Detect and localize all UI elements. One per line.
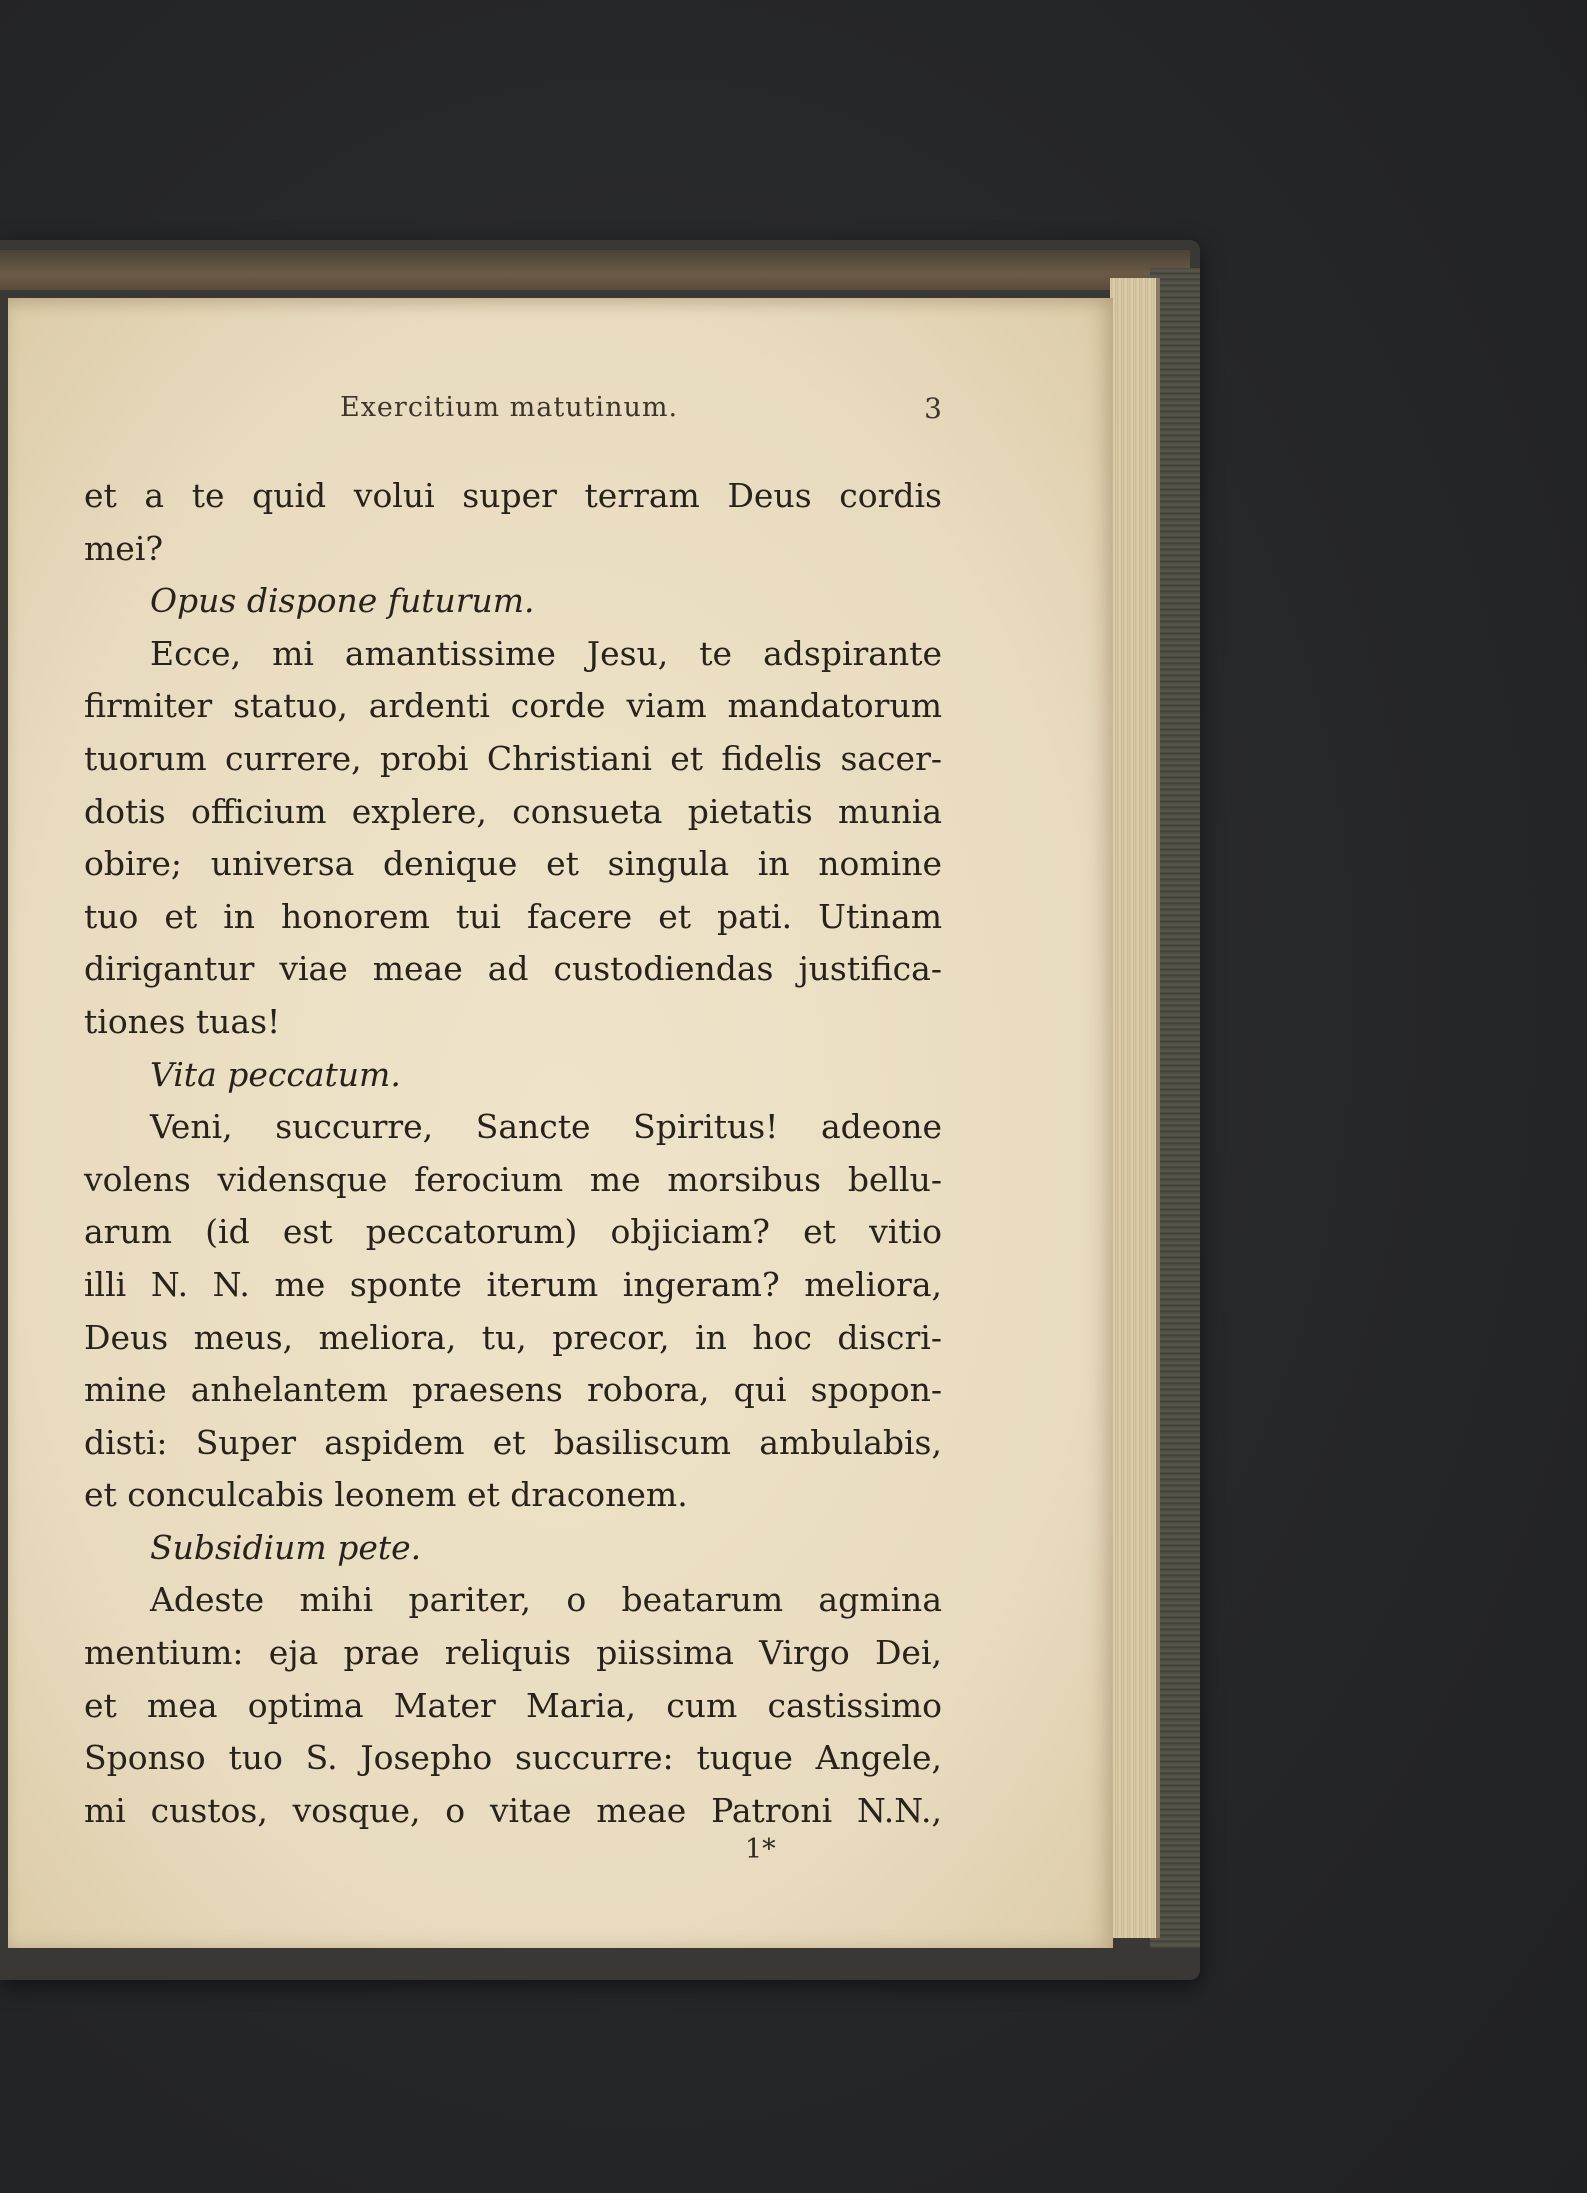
text-line: mentium: eja prae reliquis piissima Virgo Dei, — [84, 1633, 942, 1673]
text-line: dirigantur viae meae ad custodiendas justifica- — [84, 949, 942, 989]
text-line: Adeste mihi pariter, o beatarum agmina — [150, 1580, 942, 1620]
text-line: obire; universa denique et singula in nomine — [84, 844, 942, 884]
page-number: 3 — [924, 392, 942, 425]
body-text — [84, 470, 942, 1837]
text-line: arum (id est peccatorum) objiciam? et vitio — [84, 1212, 942, 1252]
running-head — [82, 392, 942, 432]
text-line: Deus meus, meliora, tu, precor, in hoc discri- — [84, 1317, 942, 1357]
text-line: tuorum currere, probi Christiani et fidelis sacer- — [84, 738, 942, 778]
text-line: mi custos, vosque, o vitae meae Patroni N.N., — [84, 1790, 942, 1830]
text-line: et mea optima Mater Maria, cum castissimo — [84, 1685, 942, 1725]
book-cover-top-edge — [0, 250, 1190, 290]
signature-mark: 1* — [745, 1834, 776, 1865]
text-line: mine anhelantem praesens robora, qui spopon- — [84, 1370, 942, 1410]
section-heading-line: Vita peccatum. — [150, 1054, 401, 1094]
text-line: tiones tuas! — [84, 1001, 281, 1041]
text-line: firmiter statuo, ardenti corde viam mandatorum — [84, 686, 942, 726]
text-line: et conculcabis leonem et draconem. — [84, 1475, 688, 1515]
text-line: et a te quid volui super terram Deus cordis — [84, 476, 942, 515]
text-line: Sponso tuo S. Josepho succurre: tuque Angele, — [84, 1738, 942, 1778]
text-line: Veni, succurre, Sancte Spiritus! adeone — [150, 1107, 942, 1147]
section-heading-line: Opus dispone futurum. — [150, 581, 535, 621]
text-line: tuo et in honorem tui facere et pati. Utinam — [84, 896, 942, 936]
text-line: illi N. N. me sponte iterum ingeram? meliora, — [84, 1264, 942, 1304]
text-line: disti: Super aspidem et basiliscum ambulabis, — [84, 1422, 942, 1462]
text-line: mei? — [84, 528, 164, 568]
running-title: Exercitium matutinum. — [340, 392, 679, 423]
text-line: Ecce, mi amantissime Jesu, te adspirante — [150, 633, 942, 673]
text-line: volens vidensque ferocium me morsibus bellu- — [84, 1159, 942, 1199]
page-fore-edge — [1110, 278, 1160, 1938]
text-line: dotis officium explere, consueta pietatis munia — [84, 791, 942, 831]
section-heading-line: Subsidium pete. — [150, 1527, 422, 1567]
